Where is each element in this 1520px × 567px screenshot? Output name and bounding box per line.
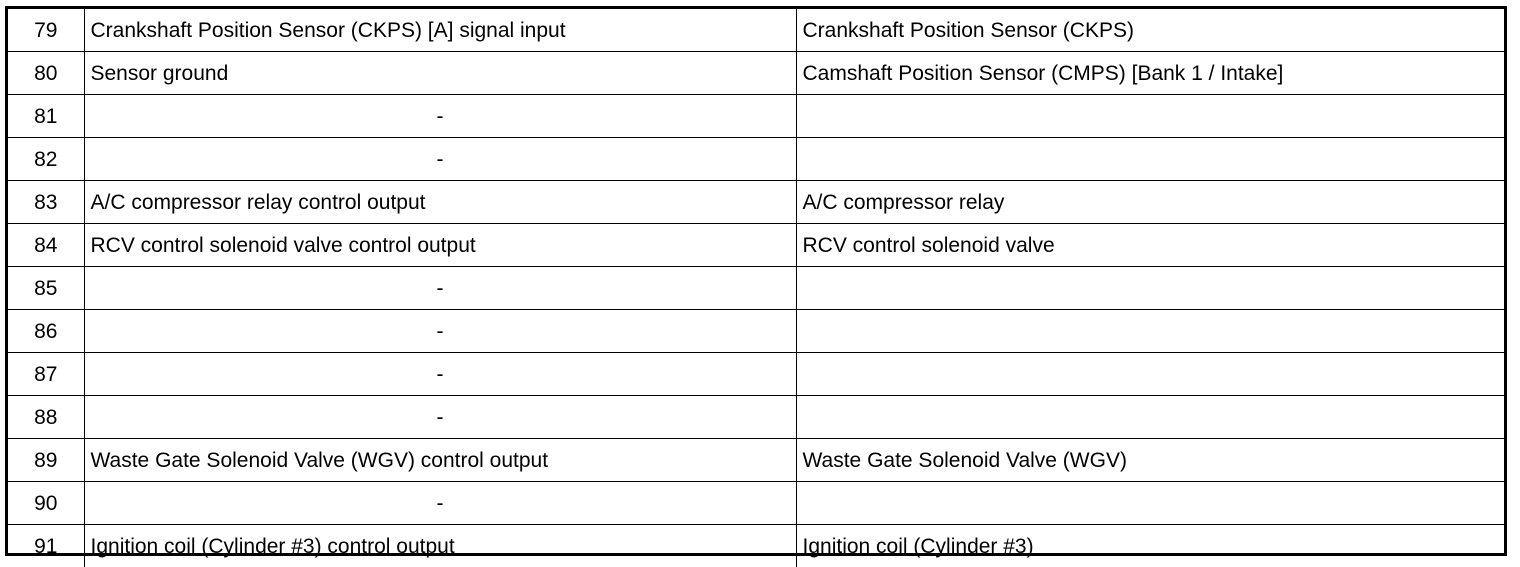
table-row bbox=[8, 525, 1504, 567]
connected-component-cell bbox=[796, 310, 1504, 353]
pin-number-cell: 87 bbox=[8, 353, 84, 396]
pin-table bbox=[8, 9, 1504, 567]
pin-description-cell: - bbox=[84, 267, 796, 310]
connected-component-cell bbox=[796, 95, 1504, 138]
table-row bbox=[8, 310, 1504, 353]
table-row bbox=[8, 52, 1504, 95]
pin-number-cell: 85 bbox=[8, 267, 84, 310]
pin-description-cell: Crankshaft Position Sensor (CKPS) [A] signal input bbox=[84, 9, 796, 52]
table-row bbox=[8, 138, 1504, 181]
table-row bbox=[8, 396, 1504, 439]
pin-number-cell: 88 bbox=[8, 396, 84, 439]
connected-component-cell bbox=[796, 353, 1504, 396]
connected-component-cell bbox=[796, 267, 1504, 310]
table-row bbox=[8, 482, 1504, 525]
pin-description-cell: - bbox=[84, 138, 796, 181]
pin-description-cell: RCV control solenoid valve control output bbox=[84, 224, 796, 267]
table-row bbox=[8, 353, 1504, 396]
connected-component-cell bbox=[796, 138, 1504, 181]
pin-number-cell: 89 bbox=[8, 439, 84, 482]
pin-description-cell: A/C compressor relay control output bbox=[84, 181, 796, 224]
pin-description-cell: - bbox=[84, 310, 796, 353]
pin-description-cell: - bbox=[84, 353, 796, 396]
pin-table-frame bbox=[5, 6, 1507, 556]
pin-description-cell: - bbox=[84, 396, 796, 439]
pin-number-cell: 82 bbox=[8, 138, 84, 181]
connected-component-cell: Crankshaft Position Sensor (CKPS) bbox=[796, 9, 1504, 52]
connected-component-cell bbox=[796, 396, 1504, 439]
table-row bbox=[8, 439, 1504, 482]
pin-description-cell: Ignition coil (Cylinder #3) control output bbox=[84, 525, 796, 567]
connected-component-cell: Waste Gate Solenoid Valve (WGV) bbox=[796, 439, 1504, 482]
connected-component-cell: A/C compressor relay bbox=[796, 181, 1504, 224]
connected-component-cell: Camshaft Position Sensor (CMPS) [Bank 1 / Intake] bbox=[796, 52, 1504, 95]
pin-number-cell: 81 bbox=[8, 95, 84, 138]
connected-component-cell: Ignition coil (Cylinder #3) bbox=[796, 525, 1504, 567]
connected-component-cell bbox=[796, 482, 1504, 525]
connected-component-cell: RCV control solenoid valve bbox=[796, 224, 1504, 267]
table-row bbox=[8, 224, 1504, 267]
pin-number-cell: 80 bbox=[8, 52, 84, 95]
pin-description-cell: Waste Gate Solenoid Valve (WGV) control output bbox=[84, 439, 796, 482]
table-row bbox=[8, 9, 1504, 52]
table-row bbox=[8, 181, 1504, 224]
pin-number-cell: 91 bbox=[8, 525, 84, 567]
pin-description-cell: Sensor ground bbox=[84, 52, 796, 95]
pin-description-cell: - bbox=[84, 95, 796, 138]
table-row bbox=[8, 95, 1504, 138]
table-row bbox=[8, 267, 1504, 310]
pin-number-cell: 79 bbox=[8, 9, 84, 52]
pin-number-cell: 83 bbox=[8, 181, 84, 224]
pin-number-cell: 86 bbox=[8, 310, 84, 353]
pin-number-cell: 90 bbox=[8, 482, 84, 525]
pin-description-cell: - bbox=[84, 482, 796, 525]
pin-number-cell: 84 bbox=[8, 224, 84, 267]
